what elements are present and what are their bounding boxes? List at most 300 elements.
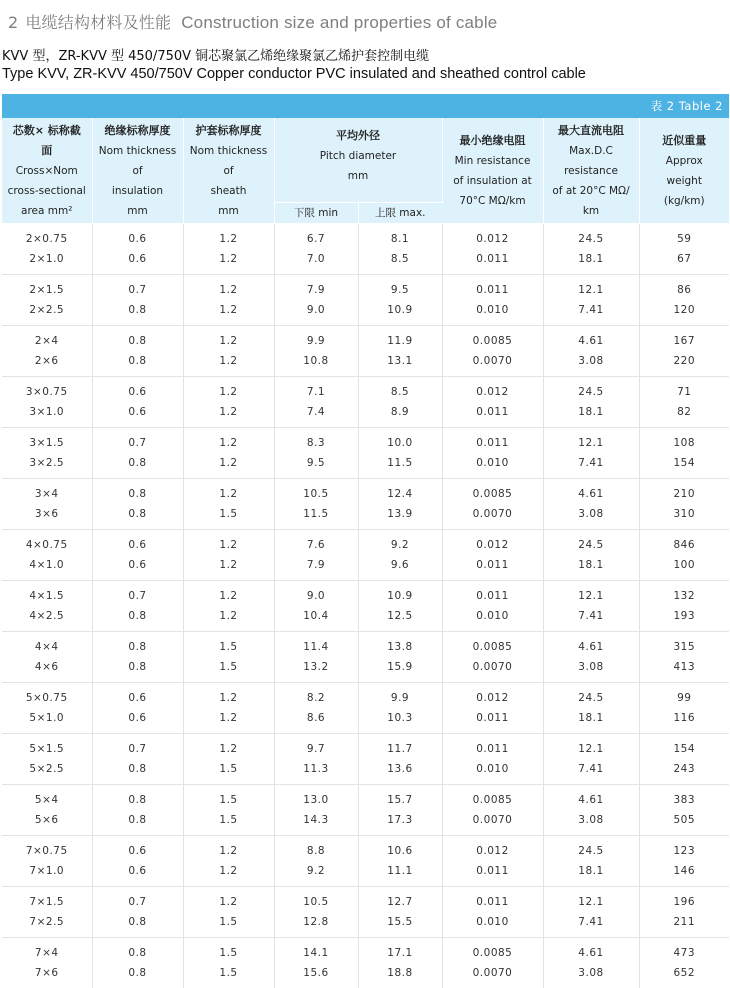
cell-min-resistance <box>442 326 543 377</box>
cell-value: 0.7 <box>93 433 183 453</box>
cell-value: 11.7 <box>359 739 442 759</box>
cell-sheath <box>183 632 274 683</box>
cell-value: 1.5 <box>184 637 274 657</box>
header-line: 平均外径 <box>275 126 442 146</box>
cell-value: 14.1 <box>275 943 358 963</box>
header-dc-resistance <box>543 118 639 224</box>
cell-weight <box>639 428 729 479</box>
cell-value: 0.011 <box>443 249 543 269</box>
cell-value: 0.011 <box>443 402 543 422</box>
header-line: of insulation at <box>443 171 543 191</box>
cell-value: 1.2 <box>184 382 274 402</box>
cell-value: 123 <box>640 841 730 861</box>
cell-sheath <box>183 683 274 734</box>
header-min-resistance <box>442 118 543 224</box>
cell-value: 0.012 <box>443 535 543 555</box>
cell-min-resistance <box>442 224 543 275</box>
cell-value: 0.012 <box>443 229 543 249</box>
cell-value: 0.012 <box>443 382 543 402</box>
cell-value: 1.5 <box>184 504 274 524</box>
cell-sheath <box>183 224 274 275</box>
cell-value: 3.08 <box>544 963 639 983</box>
cell-value: 10.5 <box>275 892 358 912</box>
cell-value: 15.6 <box>275 963 358 983</box>
cell-weight <box>639 887 729 938</box>
cell-min-resistance <box>442 275 543 326</box>
cell-value: 0.0070 <box>443 810 543 830</box>
header-line: 绝缘标称厚度 <box>93 121 183 141</box>
subtitle-cn: KVV 型，ZR-KVV 型 450/750V 铜芯聚氯乙烯绝缘聚氯乙烯护套控制电缆 <box>2 45 429 64</box>
cell-insulation <box>92 887 183 938</box>
cell-value: 18.1 <box>544 708 639 728</box>
cell-cores <box>2 734 92 785</box>
cell-value: 10.6 <box>359 841 442 861</box>
cell-value: 0.011 <box>443 708 543 728</box>
cell-pitch-min <box>274 632 358 683</box>
cell-value: 100 <box>640 555 730 575</box>
cell-value: 3×6 <box>2 504 92 524</box>
cell-insulation <box>92 377 183 428</box>
cell-value: 0.011 <box>443 892 543 912</box>
cell-value: 846 <box>640 535 730 555</box>
cell-value: 12.1 <box>544 892 639 912</box>
cell-value: 11.1 <box>359 861 442 881</box>
cell-pitch-max <box>358 836 442 887</box>
cell-value: 7.41 <box>544 453 639 473</box>
cell-pitch-min <box>274 734 358 785</box>
cell-value: 18.8 <box>359 963 442 983</box>
cell-pitch-max <box>358 377 442 428</box>
cell-value: 7.9 <box>275 280 358 300</box>
cell-value: 3×4 <box>2 484 92 504</box>
cell-weight <box>639 479 729 530</box>
cell-value: 196 <box>640 892 730 912</box>
cell-pitch-min <box>274 581 358 632</box>
table-row <box>2 530 729 581</box>
header-line: Nom thickness of <box>184 141 274 181</box>
header-line: mm <box>275 166 442 186</box>
cell-value: 0.011 <box>443 280 543 300</box>
header-pitch-max: 上限 max. <box>358 203 442 224</box>
cell-weight <box>639 275 729 326</box>
cell-value: 0.6 <box>93 402 183 422</box>
cell-value: 7.1 <box>275 382 358 402</box>
cell-value: 4.61 <box>544 331 639 351</box>
cell-value: 3.08 <box>544 657 639 677</box>
cell-value: 0.8 <box>93 637 183 657</box>
cell-min-resistance <box>442 581 543 632</box>
cell-value: 8.8 <box>275 841 358 861</box>
cell-cores <box>2 785 92 836</box>
cell-insulation <box>92 632 183 683</box>
cell-cores <box>2 581 92 632</box>
cell-value: 2×6 <box>2 351 92 371</box>
cell-value: 9.0 <box>275 300 358 320</box>
cell-value: 1.2 <box>184 453 274 473</box>
cell-value: 7.41 <box>544 759 639 779</box>
cell-pitch-min <box>274 377 358 428</box>
cell-value: 8.5 <box>359 249 442 269</box>
cell-weight <box>639 632 729 683</box>
cell-value: 0.0085 <box>443 484 543 504</box>
cell-value: 24.5 <box>544 229 639 249</box>
cell-value: 1.2 <box>184 586 274 606</box>
cell-value: 120 <box>640 300 730 320</box>
cell-value: 10.0 <box>359 433 442 453</box>
cell-value: 8.6 <box>275 708 358 728</box>
cell-value: 0.8 <box>93 351 183 371</box>
header-line: 芯数× 标称截 <box>2 121 92 141</box>
cell-cores <box>2 683 92 734</box>
cell-value: 9.5 <box>359 280 442 300</box>
cell-sheath <box>183 377 274 428</box>
cell-weight <box>639 938 729 988</box>
cell-pitch-min <box>274 275 358 326</box>
cell-pitch-max <box>358 683 442 734</box>
table-row <box>2 224 729 275</box>
cell-value: 1.2 <box>184 841 274 861</box>
header-line: 面 <box>2 141 92 161</box>
cell-value: 5×0.75 <box>2 688 92 708</box>
cell-value: 3.08 <box>544 810 639 830</box>
cell-dc-resistance <box>543 224 639 275</box>
cell-value: 0.6 <box>93 249 183 269</box>
table-row <box>2 785 729 836</box>
cell-value: 4.61 <box>544 790 639 810</box>
cell-pitch-max <box>358 581 442 632</box>
cell-value: 0.6 <box>93 229 183 249</box>
cell-value: 7×1.5 <box>2 892 92 912</box>
cell-sheath <box>183 275 274 326</box>
cell-value: 4.61 <box>544 484 639 504</box>
section-title-cn: 电缆结构材料及性能 <box>25 13 171 32</box>
header-line: Nom thickness of <box>93 141 183 181</box>
cell-value: 0.8 <box>93 810 183 830</box>
cell-sheath <box>183 428 274 479</box>
cell-pitch-min <box>274 938 358 988</box>
header-line: mm <box>184 201 274 221</box>
cell-dc-resistance <box>543 938 639 988</box>
cell-value: 7.9 <box>275 555 358 575</box>
cell-pitch-max <box>358 428 442 479</box>
cell-value: 82 <box>640 402 730 422</box>
cell-value: 12.7 <box>359 892 442 912</box>
cell-dc-resistance <box>543 887 639 938</box>
cell-value: 7×4 <box>2 943 92 963</box>
cell-value: 167 <box>640 331 730 351</box>
cell-sheath <box>183 887 274 938</box>
cell-value: 0.8 <box>93 790 183 810</box>
cell-insulation <box>92 938 183 988</box>
cell-value: 5×1.5 <box>2 739 92 759</box>
cell-cores <box>2 632 92 683</box>
cell-value: 86 <box>640 280 730 300</box>
cell-min-resistance <box>442 632 543 683</box>
cell-dc-resistance <box>543 683 639 734</box>
cell-value: 132 <box>640 586 730 606</box>
cell-value: 1.2 <box>184 300 274 320</box>
cell-value: 7×0.75 <box>2 841 92 861</box>
header-line: weight <box>640 171 730 191</box>
cell-value: 0.011 <box>443 433 543 453</box>
header-line: 最小绝缘电阻 <box>443 131 543 151</box>
cell-value: 9.0 <box>275 586 358 606</box>
section-title-en: Construction size and properties of cable <box>181 13 497 32</box>
header-cores <box>2 118 92 224</box>
cell-value: 71 <box>640 382 730 402</box>
cell-dc-resistance <box>543 632 639 683</box>
cell-value: 0.8 <box>93 300 183 320</box>
cell-pitch-min <box>274 428 358 479</box>
cell-cores <box>2 938 92 988</box>
cell-dc-resistance <box>543 530 639 581</box>
cell-weight <box>639 734 729 785</box>
cell-value: 2×4 <box>2 331 92 351</box>
cell-value: 6.7 <box>275 229 358 249</box>
cell-value: 1.2 <box>184 606 274 626</box>
cell-value: 0.012 <box>443 841 543 861</box>
cell-value: 1.2 <box>184 351 274 371</box>
cell-value: 0.8 <box>93 504 183 524</box>
cell-value: 4.61 <box>544 943 639 963</box>
header-line: 70°C MΩ/km <box>443 191 543 211</box>
cell-value: 10.9 <box>359 586 442 606</box>
cell-value: 146 <box>640 861 730 881</box>
cell-value: 0.012 <box>443 688 543 708</box>
header-insulation <box>92 118 183 224</box>
cell-value: 1.2 <box>184 484 274 504</box>
cell-dc-resistance <box>543 428 639 479</box>
cell-value: 0.8 <box>93 657 183 677</box>
table-row <box>2 275 729 326</box>
cell-weight <box>639 581 729 632</box>
cell-value: 17.3 <box>359 810 442 830</box>
table-caption-bar <box>2 94 729 118</box>
cell-pitch-min <box>274 836 358 887</box>
cell-value: 1.5 <box>184 790 274 810</box>
cell-insulation <box>92 428 183 479</box>
section-number: 2 <box>8 13 18 32</box>
cell-value: 0.8 <box>93 453 183 473</box>
cell-value: 8.2 <box>275 688 358 708</box>
header-line: 最大直流电阻 <box>544 121 639 141</box>
cell-value: 473 <box>640 943 730 963</box>
cell-value: 7×1.0 <box>2 861 92 881</box>
cell-insulation <box>92 785 183 836</box>
cell-dc-resistance <box>543 581 639 632</box>
cell-value: 1.5 <box>184 759 274 779</box>
cell-pitch-max <box>358 734 442 785</box>
cell-value: 0.7 <box>93 892 183 912</box>
cell-value: 0.010 <box>443 912 543 932</box>
cell-value: 0.6 <box>93 841 183 861</box>
cell-value: 4×1.0 <box>2 555 92 575</box>
cell-value: 0.010 <box>443 300 543 320</box>
cell-min-resistance <box>442 785 543 836</box>
cell-value: 11.5 <box>275 504 358 524</box>
cell-sheath <box>183 326 274 377</box>
cell-value: 652 <box>640 963 730 983</box>
cell-cores <box>2 275 92 326</box>
cell-value: 0.6 <box>93 688 183 708</box>
cell-value: 4×2.5 <box>2 606 92 626</box>
cell-value: 0.0070 <box>443 351 543 371</box>
cell-value: 7×6 <box>2 963 92 983</box>
cell-weight <box>639 836 729 887</box>
cell-sheath <box>183 734 274 785</box>
cell-value: 0.011 <box>443 586 543 606</box>
cell-value: 99 <box>640 688 730 708</box>
cell-dc-resistance <box>543 326 639 377</box>
cell-value: 8.3 <box>275 433 358 453</box>
cell-min-resistance <box>442 479 543 530</box>
cell-value: 4×4 <box>2 637 92 657</box>
header-weight <box>639 118 729 224</box>
cell-pitch-min <box>274 887 358 938</box>
cell-value: 0.8 <box>93 759 183 779</box>
cell-value: 505 <box>640 810 730 830</box>
cell-dc-resistance <box>543 479 639 530</box>
cell-value: 0.0070 <box>443 657 543 677</box>
header-line: Max.D.C resistance <box>544 141 639 181</box>
cell-value: 0.7 <box>93 739 183 759</box>
cell-cores <box>2 887 92 938</box>
cell-value: 1.5 <box>184 810 274 830</box>
cell-value: 1.2 <box>184 249 274 269</box>
header-line: of at 20°C MΩ/ <box>544 181 639 201</box>
cell-cores <box>2 326 92 377</box>
table-row <box>2 428 729 479</box>
cell-insulation <box>92 275 183 326</box>
cell-cores <box>2 479 92 530</box>
cell-value: 0.8 <box>93 331 183 351</box>
cell-sheath <box>183 581 274 632</box>
table-row <box>2 683 729 734</box>
cell-value: 8.1 <box>359 229 442 249</box>
cell-value: 3×1.0 <box>2 402 92 422</box>
cell-sheath <box>183 785 274 836</box>
cell-value: 1.2 <box>184 280 274 300</box>
cell-value: 13.0 <box>275 790 358 810</box>
cell-value: 7.4 <box>275 402 358 422</box>
cell-value: 18.1 <box>544 555 639 575</box>
cell-value: 1.5 <box>184 963 274 983</box>
cell-value: 0.7 <box>93 586 183 606</box>
cell-pitch-min <box>274 224 358 275</box>
cell-value: 11.9 <box>359 331 442 351</box>
cell-value: 5×4 <box>2 790 92 810</box>
cell-value: 4×1.5 <box>2 586 92 606</box>
cell-value: 4.61 <box>544 637 639 657</box>
cell-pitch-max <box>358 785 442 836</box>
cell-value: 59 <box>640 229 730 249</box>
cell-value: 1.5 <box>184 657 274 677</box>
cell-pitch-max <box>358 275 442 326</box>
cell-value: 13.8 <box>359 637 442 657</box>
cell-value: 0.7 <box>93 280 183 300</box>
header-line: Pitch diameter <box>275 146 442 166</box>
cell-pitch-max <box>358 479 442 530</box>
cell-value: 11.5 <box>359 453 442 473</box>
cell-weight <box>639 224 729 275</box>
cell-value: 13.1 <box>359 351 442 371</box>
cell-value: 211 <box>640 912 730 932</box>
header-pitch-min: 下限 min <box>274 203 358 224</box>
cell-dc-resistance <box>543 785 639 836</box>
cell-value: 0.0085 <box>443 331 543 351</box>
cell-sheath <box>183 938 274 988</box>
cell-min-resistance <box>442 530 543 581</box>
cell-pitch-max <box>358 938 442 988</box>
cell-value: 383 <box>640 790 730 810</box>
cell-value: 24.5 <box>544 841 639 861</box>
cell-value: 10.5 <box>275 484 358 504</box>
cell-value: 5×2.5 <box>2 759 92 779</box>
cell-value: 14.3 <box>275 810 358 830</box>
cell-value: 0.0070 <box>443 504 543 524</box>
spec-table <box>2 118 729 988</box>
cell-value: 0.011 <box>443 739 543 759</box>
cell-value: 9.7 <box>275 739 358 759</box>
table-row <box>2 479 729 530</box>
cell-value: 9.9 <box>275 331 358 351</box>
cell-dc-resistance <box>543 377 639 428</box>
cell-insulation <box>92 683 183 734</box>
cell-value: 1.2 <box>184 892 274 912</box>
cell-value: 13.2 <box>275 657 358 677</box>
cell-pitch-min <box>274 479 358 530</box>
section-title <box>8 10 497 33</box>
cell-cores <box>2 428 92 479</box>
cell-value: 9.5 <box>275 453 358 473</box>
cell-value: 220 <box>640 351 730 371</box>
cell-min-resistance <box>442 887 543 938</box>
cell-insulation <box>92 734 183 785</box>
cell-value: 2×2.5 <box>2 300 92 320</box>
cell-value: 108 <box>640 433 730 453</box>
cell-sheath <box>183 836 274 887</box>
cell-value: 0.010 <box>443 759 543 779</box>
cell-min-resistance <box>442 683 543 734</box>
cell-value: 243 <box>640 759 730 779</box>
header-line: Min resistance <box>443 151 543 171</box>
cell-value: 7.6 <box>275 535 358 555</box>
cell-value: 8.5 <box>359 382 442 402</box>
cell-insulation <box>92 530 183 581</box>
cell-value: 11.3 <box>275 759 358 779</box>
cell-value: 12.8 <box>275 912 358 932</box>
table-row <box>2 632 729 683</box>
cell-value: 10.4 <box>275 606 358 626</box>
cell-value: 0.8 <box>93 912 183 932</box>
header-line: mm <box>93 201 183 221</box>
cell-value: 7.41 <box>544 912 639 932</box>
table-row <box>2 734 729 785</box>
header-line: sheath <box>184 181 274 201</box>
cell-min-resistance <box>442 377 543 428</box>
cell-value: 0.6 <box>93 382 183 402</box>
cell-value: 9.2 <box>359 535 442 555</box>
cell-value: 3×2.5 <box>2 453 92 473</box>
cell-value: 1.2 <box>184 229 274 249</box>
cell-value: 15.9 <box>359 657 442 677</box>
cell-cores <box>2 530 92 581</box>
cell-value: 1.2 <box>184 688 274 708</box>
cell-pitch-min <box>274 683 358 734</box>
cell-dc-resistance <box>543 836 639 887</box>
cell-value: 5×1.0 <box>2 708 92 728</box>
cell-value: 12.1 <box>544 586 639 606</box>
